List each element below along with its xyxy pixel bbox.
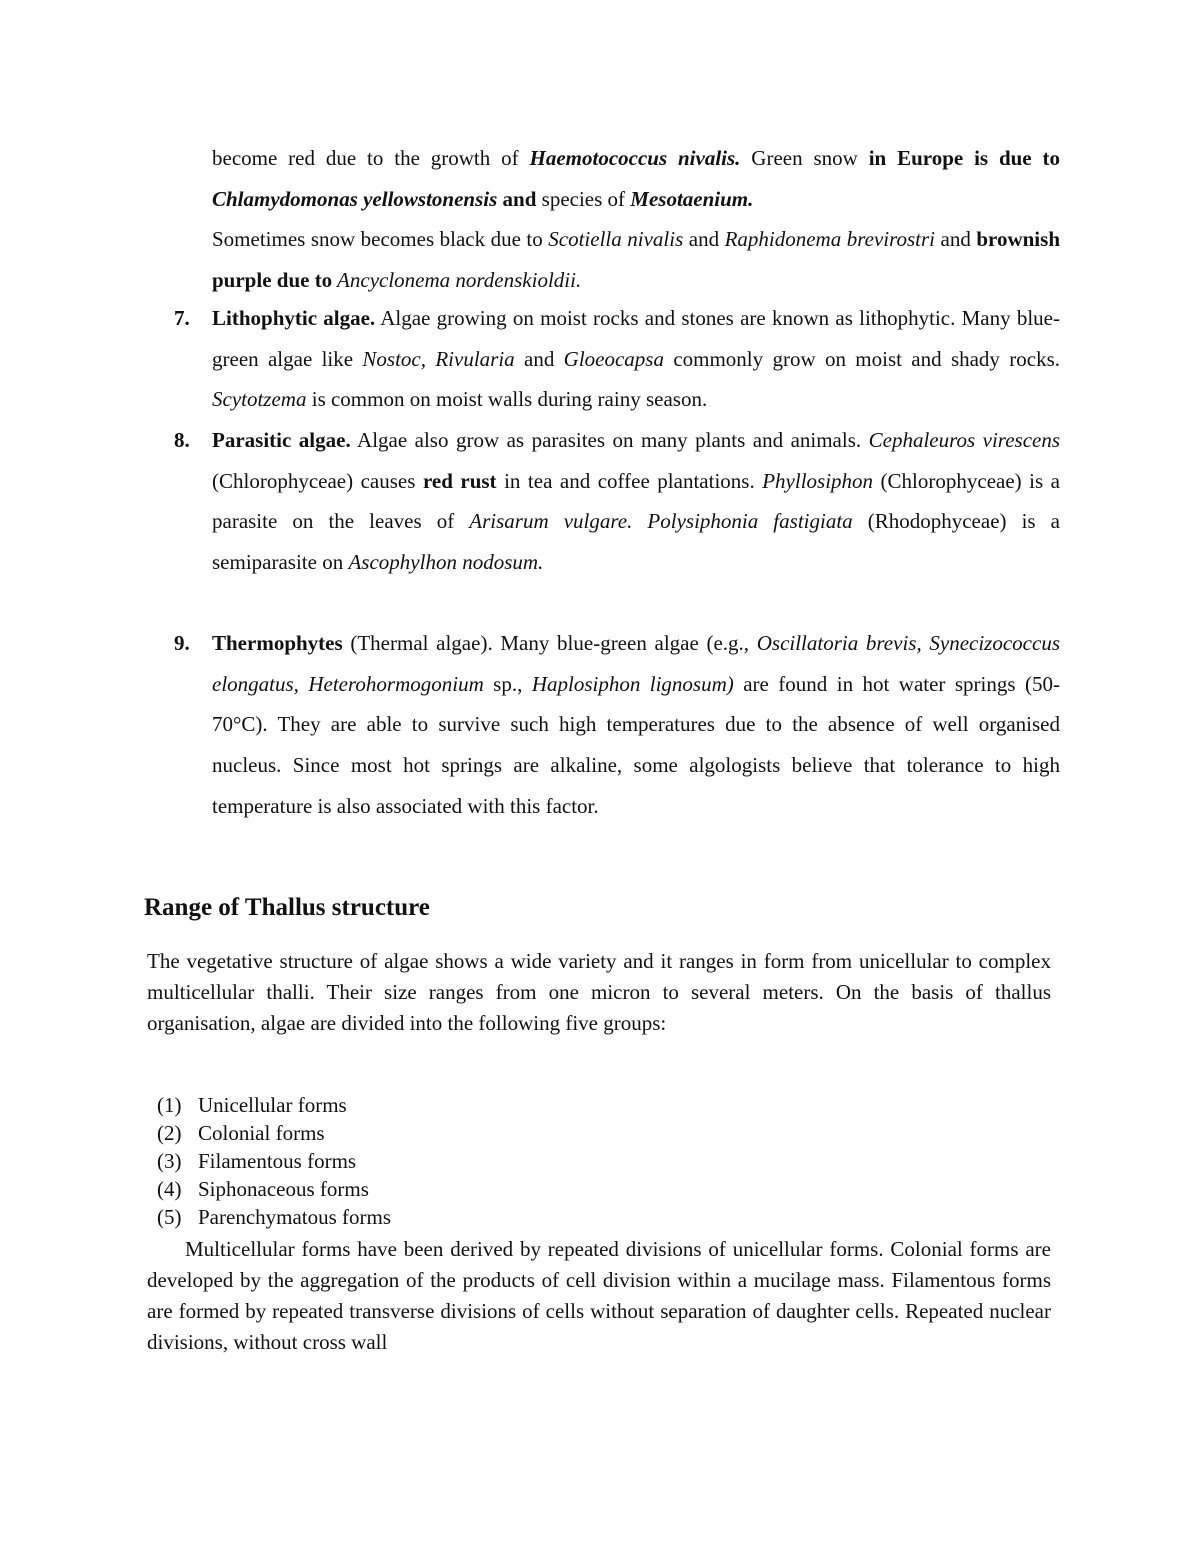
- closing-paragraph: Multicellular forms have been derived by repeated divisions of unicellular forms. Colonial forms are developed by the aggregation of the products of cell division within a mucilage mass. Filamentous forms are formed by repeated transverse divisions of cells without separation of daughter cells. Repeated nuclear divisions, without cross wall: [147, 1237, 1051, 1354]
- text-run: become red due to the growth of: [212, 146, 530, 170]
- item-number: 7.: [174, 306, 190, 330]
- form-number: (5): [157, 1205, 182, 1229]
- text-run: commonly grow on moist and shady rocks.: [663, 346, 1060, 371]
- species-name: Ancyclonema nordenskioldii.: [332, 267, 582, 292]
- text-run: (Thermal algae). Many blue-green algae (e.g.,: [342, 631, 757, 655]
- species-name: Nostoc, Rivularia: [362, 346, 515, 371]
- item-number: 8.: [174, 428, 190, 452]
- text-run: and: [683, 227, 725, 251]
- species-name: Scotiella nivalis: [548, 227, 684, 251]
- text-run: Algae also grow as parasites on many plants and animals.: [350, 428, 869, 452]
- continuation-paragraph-1: [212, 138, 1060, 219]
- list-item: [157, 1091, 391, 1119]
- text-run: (Chlorophyceae) causes: [212, 468, 423, 493]
- form-label: Siphonaceous forms: [198, 1177, 369, 1201]
- form-number: (3): [157, 1149, 182, 1173]
- species-name: Cephaleuros virescens: [868, 428, 1061, 452]
- species-name: Ascophylhon nodosum.: [348, 550, 544, 575]
- species-name: Mesotaenium.: [630, 186, 754, 211]
- list-item-parasitic: [174, 420, 1061, 583]
- form-label: Filamentous forms: [198, 1149, 357, 1173]
- form-label: Parenchymatous forms: [198, 1205, 392, 1229]
- item-title: Thermophytes: [212, 631, 343, 655]
- text-run: and: [514, 346, 564, 371]
- continuation-block: [212, 138, 1060, 300]
- bold-text: brownish purple due to: [212, 227, 1060, 292]
- species-name: Raphidonema brevirostri: [724, 227, 936, 251]
- text-run: are found in hot water springs (50-70°C). They are able to survive such high temperatures due to the absence of well organised nucleus. Since most hot springs are alkaline, some algologists believe that tolerance to high temperature is also associated with this factor.: [212, 671, 1060, 818]
- species-name: Haplosiphon lignosum): [531, 671, 734, 696]
- form-number: (1): [157, 1093, 182, 1117]
- form-label: Colonial forms: [198, 1121, 325, 1145]
- text-run: (Chlorophyceae) is a parasite on the leaves of: [212, 468, 1061, 534]
- form-number: (4): [157, 1177, 182, 1201]
- species-name: Haemotococcus nivalis.: [529, 146, 741, 170]
- species-name: Oscillatoria brevis, Synecizococcus elongatus, Heterohormogonium: [212, 631, 1060, 696]
- list-item: [157, 1119, 391, 1147]
- form-number: (2): [157, 1121, 182, 1145]
- species-name: Scytotzema: [212, 387, 307, 412]
- text-run: Green snow: [740, 146, 869, 170]
- list-item: [157, 1175, 391, 1203]
- bold-text: red rust: [422, 468, 497, 493]
- text-run: sp.,: [483, 671, 532, 696]
- form-label: Unicellular forms: [198, 1093, 347, 1117]
- species-name: Gloeocapsa: [563, 346, 664, 371]
- section-intro: The vegetative structure of algae shows a wide variety and it ranges in form from unicellular to complex multicellular thalli. Their size ranges from one micron to several meters. On the basis of thallus organisation, algae are divided into the following five groups:: [147, 949, 1051, 1035]
- list-item: [157, 1203, 391, 1231]
- list-item: [157, 1147, 391, 1175]
- continuation-paragraph-2: [212, 219, 1060, 300]
- bold-text: in Europe is due to: [868, 146, 1060, 170]
- item-title: Parasitic algae.: [212, 428, 351, 452]
- species-name: Chlamydomonas yellowstonensis: [212, 186, 498, 211]
- bold-text: and: [497, 186, 537, 211]
- text-run: (Rhodophyceae) is a semiparasite on: [212, 509, 1060, 575]
- species-name: Phyllosiphon: [762, 468, 874, 493]
- item-title: Lithophytic algae.: [212, 306, 376, 330]
- species-name: Arisarum vulgare. Polysiphonia fastigiata: [469, 509, 853, 534]
- text-run: and: [935, 227, 977, 251]
- text-run: Algae growing on moist rocks and stones are known as lithophytic. Many blue-green algae like: [212, 306, 1060, 371]
- list-item-lithophytic: [174, 298, 1060, 420]
- item-number: 9.: [174, 631, 190, 655]
- text-run: species of: [536, 186, 631, 211]
- forms-list: [157, 1091, 391, 1231]
- text-run: Sometimes snow becomes black due to: [212, 227, 549, 251]
- text-run: in tea and coffee plantations.: [496, 468, 763, 493]
- list-item-thermophytes: [174, 623, 1060, 827]
- section-heading: Range of Thallus structure: [144, 894, 430, 921]
- text-run: is common on moist walls during rainy season.: [306, 387, 708, 412]
